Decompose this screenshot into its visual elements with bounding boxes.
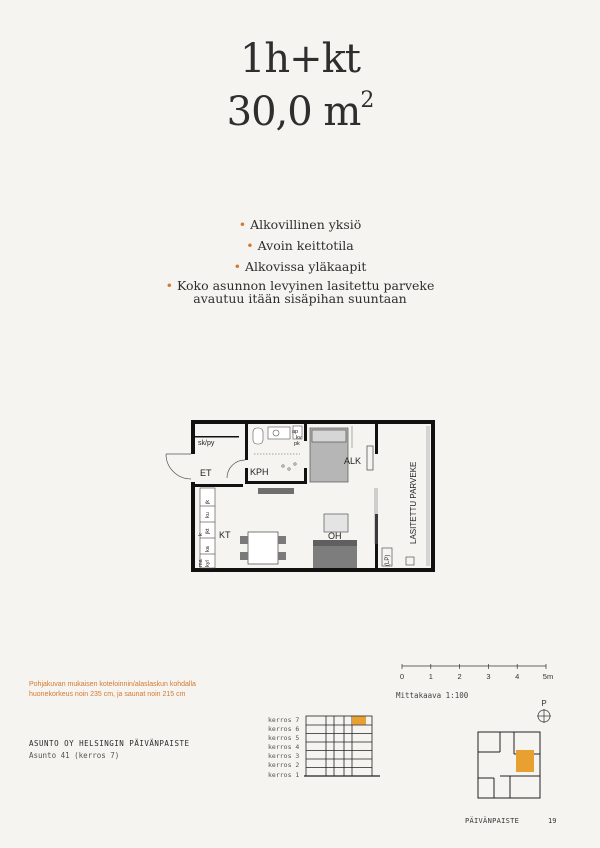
label-ma: ma bbox=[198, 559, 204, 567]
building-section-diagram bbox=[304, 712, 380, 778]
company-name: ASUNTO OY HELSINGIN PÄIVÄNPAISTE bbox=[29, 739, 190, 748]
floor-label: kerros 7 bbox=[268, 716, 300, 724]
shelf bbox=[258, 488, 294, 494]
feature-text: Avoin keittotila bbox=[257, 238, 354, 253]
scale-tick-label: 4 bbox=[515, 672, 520, 681]
key-plan-highlighted-unit bbox=[516, 750, 534, 772]
floor-label: kerros 2 bbox=[268, 761, 300, 770]
feature-item bbox=[150, 279, 450, 305]
feature-text: Alkovillinen yksiö bbox=[250, 217, 362, 232]
feature-text-line1: Koko asunnon levyinen lasitettu parveke bbox=[177, 278, 435, 293]
living-room-furniture bbox=[313, 514, 357, 568]
compass-icon bbox=[534, 698, 554, 724]
bullet-icon: • bbox=[238, 217, 247, 232]
label-jkt: jkt bbox=[205, 528, 211, 534]
area-unit-superscript: 2 bbox=[360, 88, 374, 113]
scale-tick-label: 2 bbox=[457, 672, 462, 681]
scale-tick-label: 5m bbox=[542, 672, 554, 681]
floor-label: kerros 4 bbox=[268, 743, 300, 752]
bullet-icon: • bbox=[246, 238, 254, 253]
label-ka: ka bbox=[205, 546, 211, 552]
feature-text-line2: avautuu itään sisäpihan suuntaan bbox=[193, 291, 407, 306]
label-alk: ALK bbox=[344, 456, 362, 466]
label-et: ET bbox=[200, 468, 212, 478]
alcove-bed bbox=[310, 426, 352, 482]
kitchen-counter bbox=[200, 488, 215, 568]
note-line-1: Pohjakuvan mukaisen koteloinnin/alaslaskun kohdalla bbox=[29, 681, 196, 688]
label-kph: KPH bbox=[250, 467, 269, 477]
feature-item bbox=[150, 214, 450, 235]
scale-tick-label: 0 bbox=[399, 672, 405, 681]
area-heading bbox=[0, 88, 600, 135]
label-lp: (LP) bbox=[385, 554, 391, 566]
area-value: 30,0 m bbox=[226, 89, 361, 135]
highlighted-unit bbox=[352, 717, 366, 725]
floor-label: kerros 1 bbox=[268, 770, 300, 779]
apartment-number: Asunto 41 (kerros 7) bbox=[29, 751, 120, 760]
bullet-icon: • bbox=[233, 259, 241, 274]
balcony-glazing bbox=[382, 426, 429, 566]
entrance-door bbox=[166, 454, 191, 479]
page-number: 19 bbox=[548, 817, 557, 825]
label-oh: OH bbox=[328, 531, 342, 541]
label-kv: kv bbox=[296, 435, 302, 441]
feature-list bbox=[150, 214, 450, 305]
scale-label: Mittakaava 1:100 bbox=[396, 691, 469, 700]
floor-plan bbox=[160, 414, 440, 580]
label-ku: ku bbox=[205, 512, 211, 518]
floor-list bbox=[268, 716, 299, 780]
bathroom-door bbox=[227, 460, 245, 478]
ceiling-height-note bbox=[29, 680, 259, 700]
compass-north-label: P bbox=[541, 699, 547, 708]
apartment-type-heading: 1h+kt bbox=[239, 36, 361, 82]
note-line-2: huonekorkeus noin 235 cm, ja saunat noin 215 cm bbox=[29, 691, 186, 698]
label-k: k bbox=[198, 533, 204, 536]
bullet-icon: • bbox=[165, 278, 173, 293]
floor-label: kerros 3 bbox=[268, 752, 300, 761]
label-kyl: kyl bbox=[205, 560, 211, 567]
feature-text: Alkovissa yläkaapit bbox=[244, 259, 367, 274]
scale-tick-label: 1 bbox=[428, 672, 433, 681]
label-kt: KT bbox=[219, 530, 231, 540]
label-pk: pk bbox=[294, 441, 300, 447]
floor-label: kerros 5 bbox=[268, 734, 300, 743]
floor-label: kerros 6 bbox=[268, 725, 300, 734]
label-jk: jk bbox=[205, 500, 211, 504]
key-plan bbox=[474, 728, 544, 802]
label-parveke: LASITETTU PARVEKE bbox=[409, 461, 418, 544]
label-ap: ap bbox=[292, 429, 299, 435]
feature-item bbox=[150, 235, 450, 256]
label-skpy: sk/py bbox=[198, 440, 215, 447]
scale-bar bbox=[396, 664, 566, 686]
scale-tick-label: 3 bbox=[486, 672, 491, 681]
feature-item bbox=[150, 256, 450, 277]
footer-project-name: PÄIVÄNPAISTE bbox=[465, 817, 520, 825]
dining-table bbox=[240, 532, 286, 564]
